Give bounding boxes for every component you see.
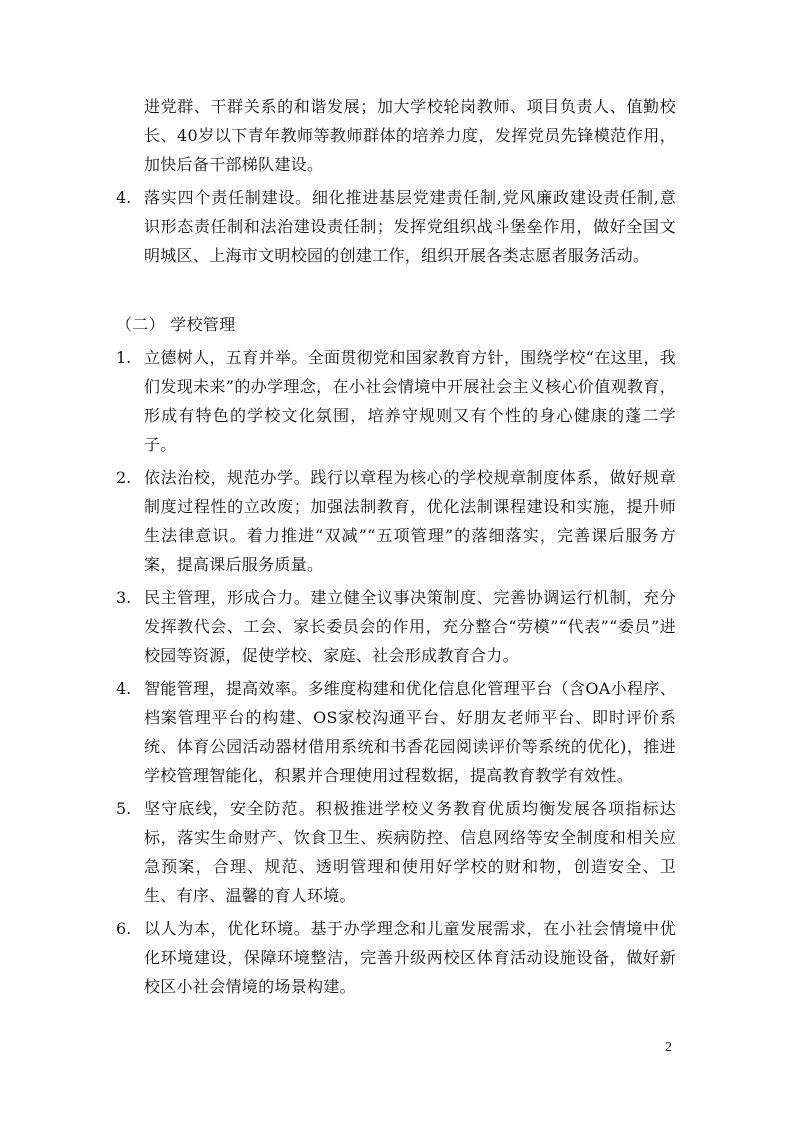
list-item-number: 4. [116, 679, 132, 698]
list-item [116, 794, 676, 910]
continuation-paragraph: 进党群、干群关系的和谐发展；加大学校轮岗教师、项目负责人、值勤校长、40岁以下青年教师等教师群体的培养力度，发挥党员先锋模范作用，加快后备干部梯队建设。 [144, 97, 676, 174]
list-item [116, 914, 676, 1001]
section-spacer [116, 270, 676, 310]
section-heading: （二） 学校管理 [116, 315, 236, 334]
page-content [116, 92, 676, 1001]
list-item-text: 智能管理，提高效率。多维度构建和优化信息化管理平台（含OA小程序、档案管理平台的构建、OS家校沟通平台、好朋友老师平台、即时评价系统、体育公园活动器材借用系统和书香花园阅读评价等系统的优化)，推进学校管理智能化，积累并合理使用过程数据，提高教育教学有效性。 [144, 679, 676, 785]
list-item [116, 583, 676, 670]
list-item [116, 463, 676, 579]
page-number: 2 [665, 1040, 672, 1055]
list-item-number: 4. [116, 188, 132, 207]
list-item-number: 3. [116, 588, 132, 607]
list-item-text: 坚守底线，安全防范。积极推进学校义务教育优质均衡发展各项指标达标，落实生命财产、饮食卫生、疾病防控、信息网络等安全制度和相关应急预案，合理、规范、透明管理和使用好学校的财和物，创造安全、卫生、有序、温馨的育人环境。 [144, 799, 676, 905]
list-item-text: 落实四个责任制建设。细化推进基层党建责任制,党风廉政建设责任制,意识形态责任制和法治建设责任制；发挥党组织战斗堡垒作用，做好全国文明城区、上海市文明校园的创建工作，组织开展各类志愿者服务活动。 [144, 188, 676, 265]
list-item-number: 5. [116, 799, 132, 818]
list-item-number: 2. [116, 468, 132, 487]
list-item-text: 民主管理，形成合力。建立健全议事决策制度、完善协调运行机制，充分发挥教代会、工会、家长委员会的作用，充分整合“劳模”“代表”“委员”进校园等资源，促使学校、家庭、社会形成教育合力。 [144, 588, 676, 665]
list-item-text: 立德树人，五育并举。全面贯彻党和国家教育方针，围绕学校“在这里，我们发现未来”的办学理念，在小社会情境中开展社会主义核心价值观教育，形成有特色的学校文化氛围，培养守规则又有个性的身心健康的蓬二学子。 [144, 348, 676, 454]
list-item-text: 以人为本，优化环境。基于办学理念和儿童发展需求，在小社会情境中优化环境建设，保障环境整洁，完善升级两校区体育活动设施设备，做好新校区小社会情境的场景构建。 [144, 919, 676, 996]
list-item-number: 1. [116, 348, 132, 367]
list-item [116, 674, 676, 790]
list-item-party-4 [116, 183, 676, 270]
list-item-text: 依法治校，规范办学。践行以章程为核心的学校规章制度体系，做好规章制度过程性的立改废；加强法制教育，优化法制课程建设和实施，提升师生法律意识。着力推进“双减”“五项管理”的落细落实，完善课后服务方案，提高课后服务质量。 [144, 468, 676, 574]
list-item-number: 6. [116, 919, 132, 938]
list-item [116, 343, 676, 459]
